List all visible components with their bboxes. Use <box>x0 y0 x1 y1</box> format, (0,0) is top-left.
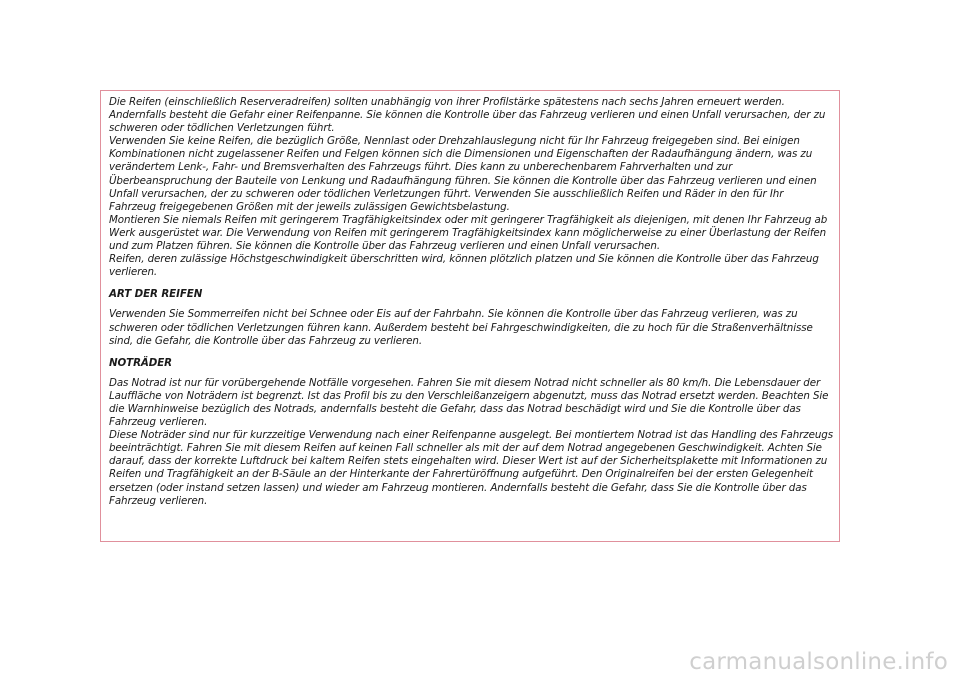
heading-spare-wheels: NOTRÄDER <box>109 356 173 369</box>
warning-paragraph-tire-size: Verwenden Sie keine Reifen, die bezüglich Größe, Nennlast oder Drehzahlauslegung nicht für Ihr Fahrzeug freigegeben sind. Bei einigen Kombinationen nicht zugelassener Reifen und Felgen können sich die Dimensionen und Eigenschaften der Radaufhängung ändern, was zu verändertem Lenk-, Fahr- und Bremsverhalten des Fahrzeugs führt. Dies kann zu unberechenbarem Fahrverhalten und zur Überbeanspruchung der Bauteile von Lenkung und Radaufhängung führen. Sie können die Kontrolle über das Fahrzeug verlieren und einen Unfall verursachen, der zu schweren oder tödlichen Verletzungen führt. Verwenden Sie ausschließlich Reifen und Räder in den für Ihr Fahrzeug freigegebenen Größen mit der jeweils zulässigen Gewichtsbelastung. <box>109 135 817 213</box>
warning-paragraph-speed-rating: Reifen, deren zulässige Höchstgeschwindigkeit überschritten wird, können plötzlich platzen und Sie können die Kontrolle über das Fahrzeug verlieren. <box>109 253 819 279</box>
warning-paragraph-summer-tires: Verwenden Sie Sommerreifen nicht bei Schnee oder Eis auf der Fahrbahn. Sie können die Kontrolle über das Fahrzeug verlieren, was zu schweren oder tödlichen Verletzungen führen kann. Außerdem besteht bei Fahrgeschwindigkeiten, die zu hoch für die Straßenverhältnisse sind, die Gefahr, die Kontrolle über das Fahrzeug zu verlieren. <box>109 308 813 347</box>
heading-tire-type: ART DER REIFEN <box>109 288 203 301</box>
warning-paragraph-spare-wheel-handling: Diese Noträder sind nur für kurzzeitige Verwendung nach einer Reifenpanne ausgelegt. Bei montiertem Notrad ist das Handling des Fahrzeugs beeinträchtigt. Fahren Sie mit diesem Reifen auf keinen Fall schneller als mit der auf dem Notrad angegebenen Geschwindigkeit. Achten Sie darauf, dass der korrekte Luftdruck bei kaltem Reifen stets eingehalten wird. Dieser Wert ist auf der Sicherheitsplakette mit Informationen zu Reifen und Tragfähigkeit an der B-Säule an der Hinterkante der Fahrertüröffnung aufgeführt. Den Originalreifen bei der ersten Gelegenheit ersetzen (oder instand setzen lassen) und wieder am Fahrzeug montieren. Andernfalls besteht die Gefahr, dass Sie die Kontrolle über das Fahrzeug verlieren. <box>109 429 833 507</box>
warning-paragraph-tire-age: Die Reifen (einschließlich Reserveradreifen) sollten unabhängig von ihrer Profilstärke spätestens nach sechs Jahren erneuert werden. Andernfalls besteht die Gefahr einer Reifenpanne. Sie können die Kontrolle über das Fahrzeug verlieren und einen Unfall verursachen, der zu schweren oder tödlichen Verletzungen führt. <box>109 96 826 135</box>
watermark-logo: carmanualsonline.info <box>689 649 948 675</box>
warning-paragraph-spare-wheel-usage: Das Notrad ist nur für vorübergehende Notfälle vorgesehen. Fahren Sie mit diesem Notrad nicht schneller als 80 km/h. Die Lebensdauer der Lauffläche von Noträdern ist begrenzt. Ist das Profil bis zu den Verschleißanzeigern abgenutzt, muss das Notrad ersetzt werden. Beachten Sie die Warnhinweise bezüglich des Notrads, andernfalls besteht die Gefahr, dass das Notrad beschädigt wird und Sie die Kontrolle über das Fahrzeug verlieren. <box>109 376 829 429</box>
warning-box <box>100 90 840 542</box>
warning-paragraph-load-index: Montieren Sie niemals Reifen mit geringerem Tragfähigkeitsindex oder mit geringerer Tragfähigkeit als diejenigen, mit denen Ihr Fahrzeug ab Werk ausgerüstet war. Die Verwendung von Reifen mit geringerem Tragfähigkeitsindex kann möglicherweise zu einer Überlastung der Reifen und zum Platzen führen. Sie können die Kontrolle über das Fahrzeug verlieren und einen Unfall verursachen. <box>109 213 828 253</box>
